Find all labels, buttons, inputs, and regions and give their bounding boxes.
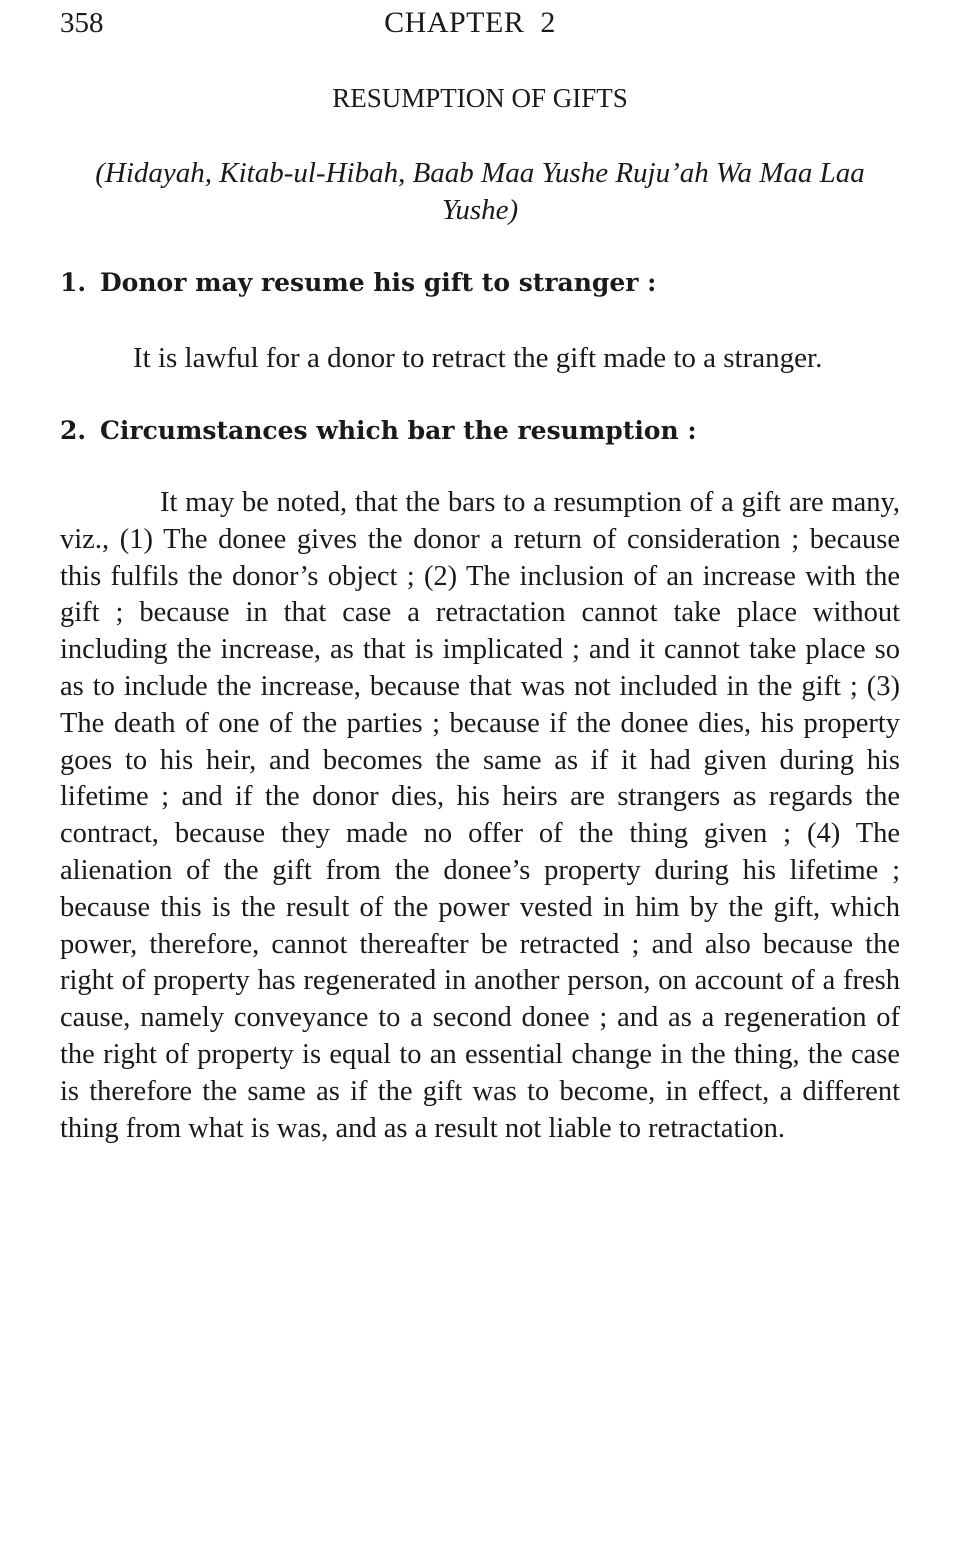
page-number: 358 <box>60 7 104 39</box>
section-heading-1 <box>60 266 900 300</box>
section-heading-text-1: Donor may resume his gift to stranger : <box>100 268 657 297</box>
section-paragraph-1: It is lawful for a donor to retract the gift made to a stranger. <box>133 342 823 374</box>
section-heading-text-2: Circumstances which bar the resumption : <box>100 416 697 445</box>
section-number-1: 1. <box>60 268 87 297</box>
section-title: RESUMPTION OF GIFTS <box>332 83 628 113</box>
citation: (Hidayah, Kitab-ul-Hibah, Baab Maa Yushe Ruju’ah Wa Maa Laa Yushe) <box>95 157 865 226</box>
chapter-heading: CHAPTER 2 <box>384 6 556 39</box>
section-paragraph-2: It may be noted, that the bars to a resumption of a gift are many, viz., (1) The donee gives the donor a return of consideration ; because this fulfils the donor’s object ; (2) The inclusion of an increase with the gift ; because in that case a retractation cannot take place without including the increase, as that is implicated ; and it cannot take place so as to include the increase, because that was not included in the gift ; (3) The death of one of the parties ; because if the donee dies, his property goes to his heir, and becomes the same as if it had given during his lifetime ; and if the donor dies, his heirs are strangers as regards the contract, because they made no offer of the thing given ; (4) The alienation of the gift from the donee’s property during his lifetime ; because this is the result of the power vested in him by the gift, which power, therefore, cannot thereafter be retracted ; and also because the right of property has regenerated in another person, on account of a fresh cause, namely conveyance to a second donee ; and as a regeneration of the right of property is equal to an essential change in the thing, the case is therefore the same as if the gift was to become, in effect, a different thing from what is was, and as a result not liable to retractation. <box>60 487 900 1144</box>
section-number-2: 2. <box>60 416 87 445</box>
section-heading-2 <box>60 414 900 448</box>
